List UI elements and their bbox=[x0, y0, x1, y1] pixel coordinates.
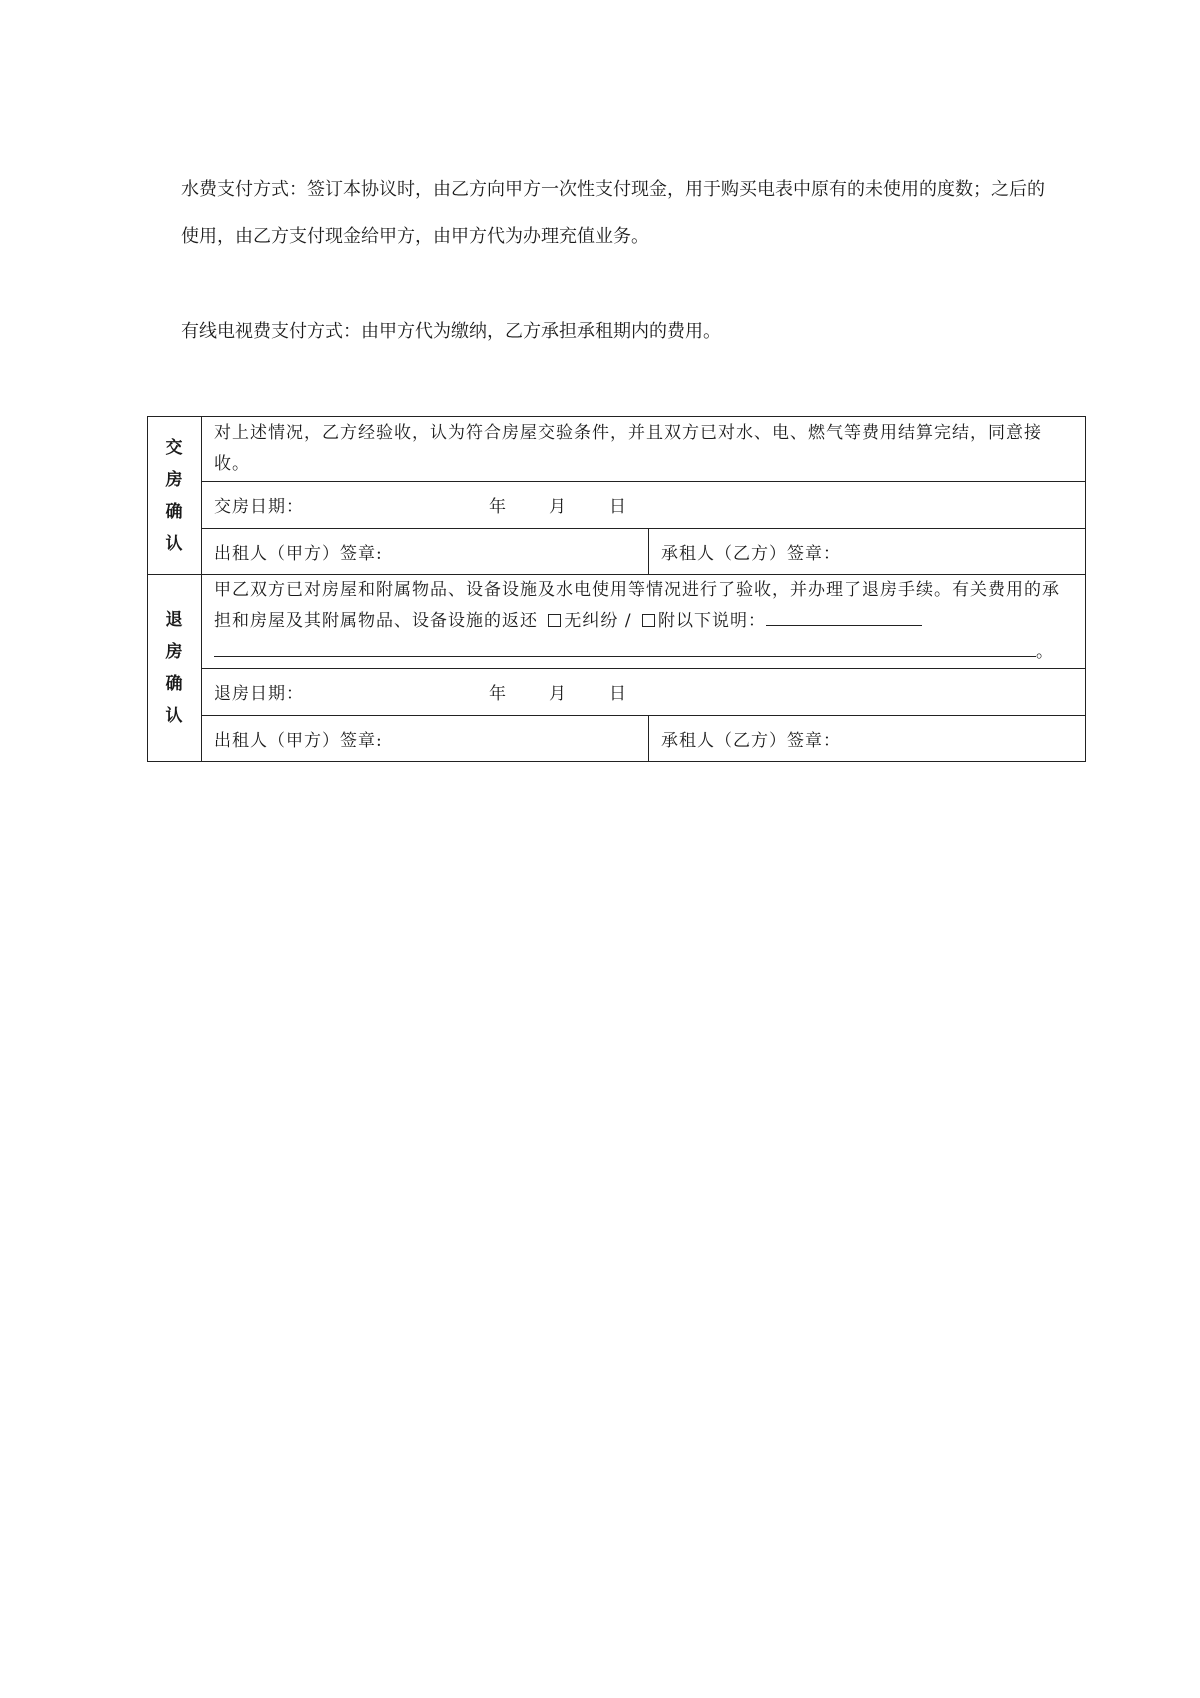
handover-day-label: 日 bbox=[609, 497, 627, 517]
attach-note-checkbox[interactable] bbox=[642, 614, 655, 627]
statement-end-mark: 。 bbox=[1036, 642, 1054, 662]
no-dispute-label: 无纠纷 bbox=[564, 611, 619, 631]
checkout-signature-row bbox=[148, 716, 1086, 762]
water-fee-paragraph: 水费支付方式：签订本协议时，由乙方向甲方一次性支付现金，用于购买电表中原有的未使用的度数；之后的使用，由乙方支付现金给甲方，由甲方代为办理充值业务。 bbox=[181, 179, 1045, 247]
cable-tv-fee-paragraph: 有线电视费支付方式：由甲方代为缴纳，乙方承担承租期内的费用。 bbox=[181, 321, 721, 342]
checkout-month-label: 月 bbox=[549, 684, 567, 704]
checkout-statement-row bbox=[148, 575, 1086, 669]
handover-statement-row bbox=[148, 417, 1086, 482]
checkout-date-label: 退房日期： bbox=[214, 684, 304, 704]
handover-lessor-signature: 出租人（甲方）签章: bbox=[202, 529, 649, 575]
handover-confirm-label: 交 房 确 认 bbox=[148, 417, 202, 575]
checkout-date-row bbox=[148, 669, 1086, 716]
attach-note-label: 附以下说明： bbox=[657, 611, 766, 631]
handover-year-label: 年 bbox=[489, 497, 507, 517]
confirmation-table bbox=[147, 416, 1086, 762]
no-dispute-checkbox[interactable] bbox=[548, 614, 561, 627]
handover-statement: 对上述情况，乙方经验收，认为符合房屋交验条件，并且双方已对水、电、燃气等费用结算完结，同意接收。 bbox=[202, 417, 1086, 482]
handover-month-label: 月 bbox=[549, 497, 567, 517]
checkout-lessee-signature: 承租人（乙方）签章： bbox=[649, 716, 1086, 762]
note-blank-line-1[interactable] bbox=[766, 611, 922, 626]
handover-date-label: 交房日期： bbox=[214, 497, 304, 517]
checkout-statement: 甲乙双方已对房屋和附属物品、设备设施及水电使用等情况进行了验收，并办理了退房手续。有关费用的承担和房屋及其附属物品、设备设施的返还 无纠纷 / 附以下说明： 。 bbox=[202, 575, 1086, 669]
option-separator: / bbox=[624, 611, 632, 631]
note-blank-line-2[interactable] bbox=[214, 642, 1036, 657]
handover-lessee-signature: 承租人（乙方）签章： bbox=[649, 529, 1086, 575]
handover-signature-row bbox=[148, 529, 1086, 575]
handover-date-row bbox=[148, 482, 1086, 529]
checkout-day-label: 日 bbox=[609, 684, 627, 704]
checkout-year-label: 年 bbox=[489, 684, 507, 704]
checkout-confirm-label: 退 房 确 认 bbox=[148, 575, 202, 762]
checkout-lessor-signature: 出租人（甲方）签章: bbox=[202, 716, 649, 762]
